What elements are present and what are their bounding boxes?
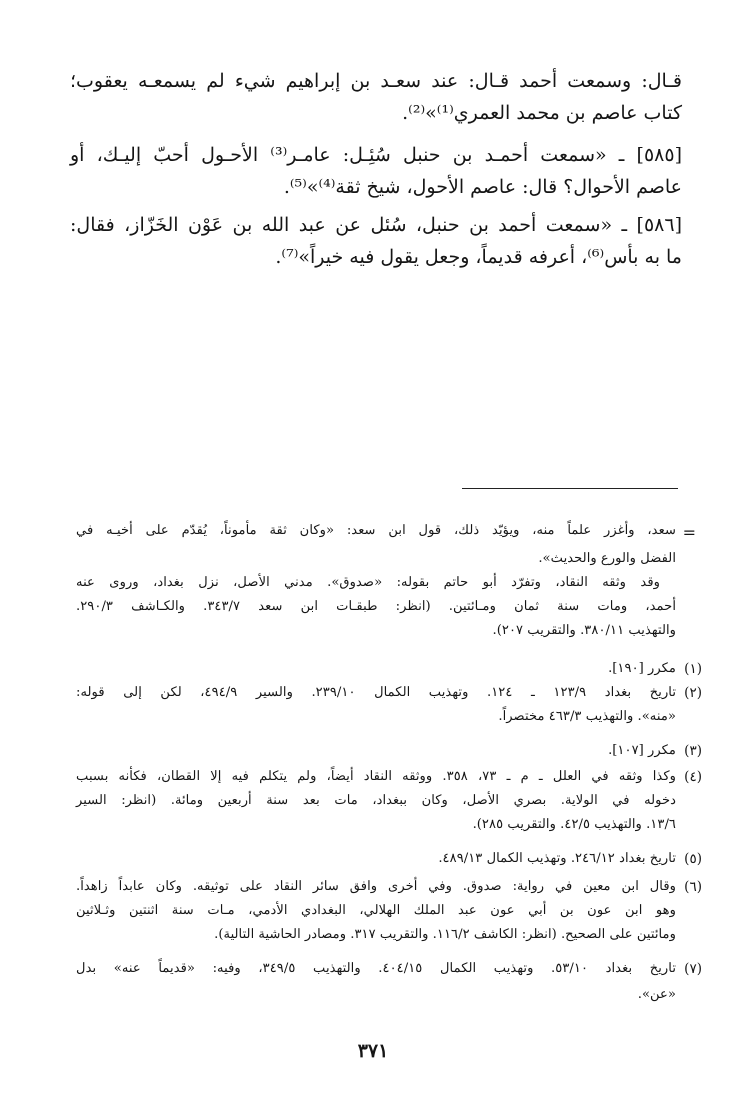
paragraph-586-line-1: [٥٨٦] ـ «سمعت أحمد بن حنبل، سُئل عن عبد الله بن عَوْن الخَزّاز، فقال: xyxy=(70,214,682,236)
footnote-6-number: (٦) xyxy=(684,879,702,895)
page-number: ٣٧١ xyxy=(357,1040,389,1062)
continued-note-line-4: أحمد، ومات سنة ثمان ومـائتين. (انظر: طبقـات ابن سعد ٣٤٣/٧. والكـاشف ٢٩٠/٣. xyxy=(76,599,676,614)
continued-note-line-3: وقد وثقه النقاد، وتفرّد أبو حاتم بقوله: «صدوق». مدني الأصل، نزل بغداد، وروى عنه xyxy=(76,575,660,590)
footnote-5-line-1: تاريخ بغداد ٢٤٦/١٢. وتهذيب الكمال ٤٨٩/١٣. xyxy=(438,851,676,866)
paragraph-1-line-1: قـال: وسمعت أحمد قـال: عند سعـد بن إبراهيم شيء لم يسمعـه يعقوب؛ xyxy=(70,70,682,92)
footnote-7-number: (٧) xyxy=(684,961,702,977)
footnote-1-line-1: مكرر [١٩٠]. xyxy=(608,661,676,676)
footnote-7-line-1: تاريخ بغداد ٥٣/١٠. وتهذيب الكمال ٤٠٤/١٥. والتهذيب ٣٤٩/٥، وفيه: «قديماً عنه» بدل xyxy=(76,961,676,976)
continued-note-line-5: والتهذيب ٣٨٠/١١. والتقريب ٢٠٧). xyxy=(492,623,676,638)
footnote-6-line-3: ومائتين على الصحيح. (انظر: الكاشف ١١٦/٢. والتقريب ٣١٧. ومصادر الحاشية التالية). xyxy=(214,927,676,942)
footnote-1-number: (١) xyxy=(684,661,702,677)
footnote-3-number: (٣) xyxy=(684,743,702,759)
footnote-4-line-1: وكذا وثقه في العلل ـ م ـ ٧٣، ٣٥٨. ووثقه النقاد أيضاً، ولم يتكلم فيه إلا القطان، فكأنه بسبب xyxy=(76,769,676,784)
footnote-4-number: (٤) xyxy=(684,769,702,785)
paragraph-585-line-1: [٥٨٥] ـ «سمعت أحمـد بن حنبل سُئِـل: عامـر⁽³⁾ الأحـول أحبّ إليـك، أو xyxy=(70,144,682,166)
continuation-mark: = xyxy=(682,523,696,542)
footnote-2-number: (٢) xyxy=(684,685,702,701)
paragraph-585-line-2: عاصم الأحوال؟ قال: عاصم الأحول، شيخ ثقة⁽⁴⁾»⁽⁵⁾. xyxy=(283,176,682,198)
footnote-2-line-2: «منه». والتهذيب ٤٦٣/٣ مختصراً. xyxy=(498,709,676,724)
paragraph-1-line-2: كتاب عاصم بن محمد العمري⁽¹⁾»⁽²⁾. xyxy=(402,102,682,124)
footnote-3-line-1: مكرر [١٠٧]. xyxy=(608,743,676,758)
footnote-4-line-2: دخوله في الولاية. بصري الأصل، وكان ببغداد، مات بعد سنة أربعين ومائة. (انظر: السير xyxy=(76,793,676,808)
footnote-2-line-1: تاريخ بغداد ١٢٣/٩ ـ ١٢٤. وتهذيب الكمال ٢٣٩/١٠. والسير ٤٩٤/٩، لكن إلى قوله: xyxy=(76,685,676,700)
footnote-6-line-2: وهو ابن عون بن أبي عون عبد الملك الهلالي، البغدادي الأدمي، مـات سنة اثنتين وثـلاثين xyxy=(76,903,676,918)
footnote-6-line-1: وقال ابن معين في رواية: صدوق. وفي أخرى وافق سائر النقاد على توثيقه. وكان عابداً زاهداً. xyxy=(76,879,676,894)
continued-note-line-1: سعد، وأغزر علماً منه، ويؤيّد ذلك، قول ابن سعد: «وكان ثقة مأموناً، يُقدّم على أخيـه في xyxy=(76,523,676,538)
continued-note-line-2: الفضل والورع والحديث». xyxy=(538,551,676,566)
footnote-4-line-3: ١٣/٦. والتهذيب ٤٢/٥. والتقريب ٢٨٥). xyxy=(472,817,676,832)
paragraph-586-line-2: ما به بأس⁽⁶⁾، أعرفه قديماً، وجعل يقول فيه خيراً»⁽⁷⁾. xyxy=(275,246,682,268)
footnote-7-line-2: «عن». xyxy=(637,987,676,1002)
footnote-5-number: (٥) xyxy=(684,851,702,867)
footnote-separator xyxy=(462,488,678,489)
